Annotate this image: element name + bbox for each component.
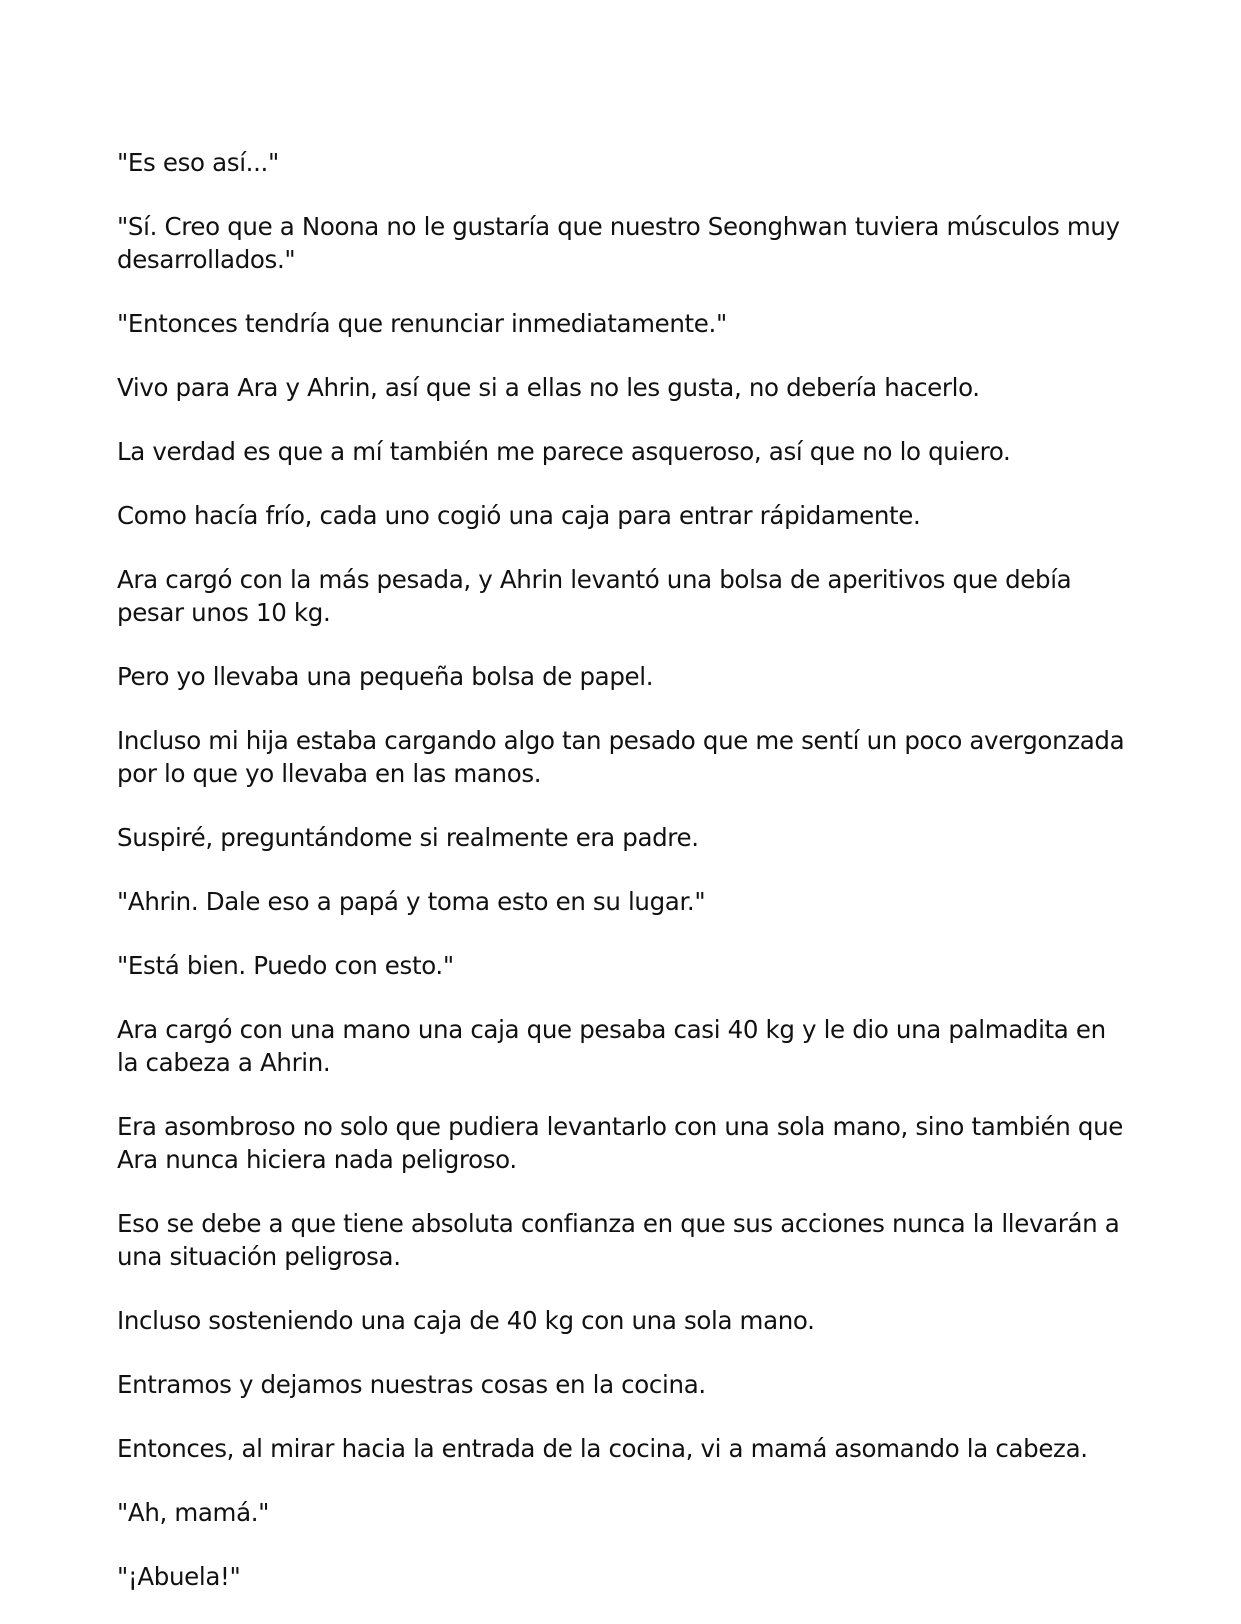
- paragraph: "Ah, mamá.": [117, 1498, 270, 1527]
- paragraph: "Ahrin. Dale eso a papá y toma esto en su lugar.": [117, 887, 706, 916]
- paragraph: La verdad es que a mí también me parece asqueroso, así que no lo quiero.: [117, 437, 1011, 466]
- paragraph: "Es eso así...": [117, 148, 279, 177]
- paragraph: Ara cargó con la más pesada, y Ahrin levantó una bolsa de aperitivos que debía pesar unos 10 kg.: [117, 565, 1072, 627]
- paragraph: Eso se debe a que tiene absoluta confianza en que sus acciones nunca la llevarán a una situación peligrosa.: [117, 1209, 1120, 1271]
- paragraph: Ara cargó con una mano una caja que pesaba casi 40 kg y le dio una palmadita en la cabeza a Ahrin.: [117, 1015, 1106, 1077]
- paragraph: Incluso mi hija estaba cargando algo tan pesado que me sentí un poco avergonzada por lo que yo llevaba en las manos.: [117, 726, 1125, 788]
- paragraph: Suspiré, preguntándome si realmente era padre.: [117, 823, 699, 852]
- paragraph: Entonces, al mirar hacia la entrada de la cocina, vi a mamá asomando la cabeza.: [117, 1434, 1088, 1463]
- paragraph: Como hacía frío, cada uno cogió una caja para entrar rápidamente.: [117, 501, 921, 530]
- paragraph: Vivo para Ara y Ahrin, así que si a ellas no les gusta, no debería hacerlo.: [117, 373, 980, 402]
- paragraph: Entramos y dejamos nuestras cosas en la cocina.: [117, 1370, 706, 1399]
- paragraph: "Sí. Creo que a Noona no le gustaría que nuestro Seonghwan tuviera músculos muy desarrollados.": [117, 212, 1120, 274]
- paragraph: Pero yo llevaba una pequeña bolsa de papel.: [117, 662, 654, 691]
- paragraph: "Está bien. Puedo con esto.": [117, 951, 454, 980]
- paragraph: Incluso sosteniendo una caja de 40 kg con una sola mano.: [117, 1306, 815, 1335]
- paragraph: "¡Abuela!": [117, 1562, 241, 1591]
- paragraph: "Entonces tendría que renunciar inmediatamente.": [117, 309, 727, 338]
- paragraph: Era asombroso no solo que pudiera levantarlo con una sola mano, sino también que Ara nunca hiciera nada peligroso.: [117, 1112, 1124, 1174]
- document-body: [117, 146, 1125, 1624]
